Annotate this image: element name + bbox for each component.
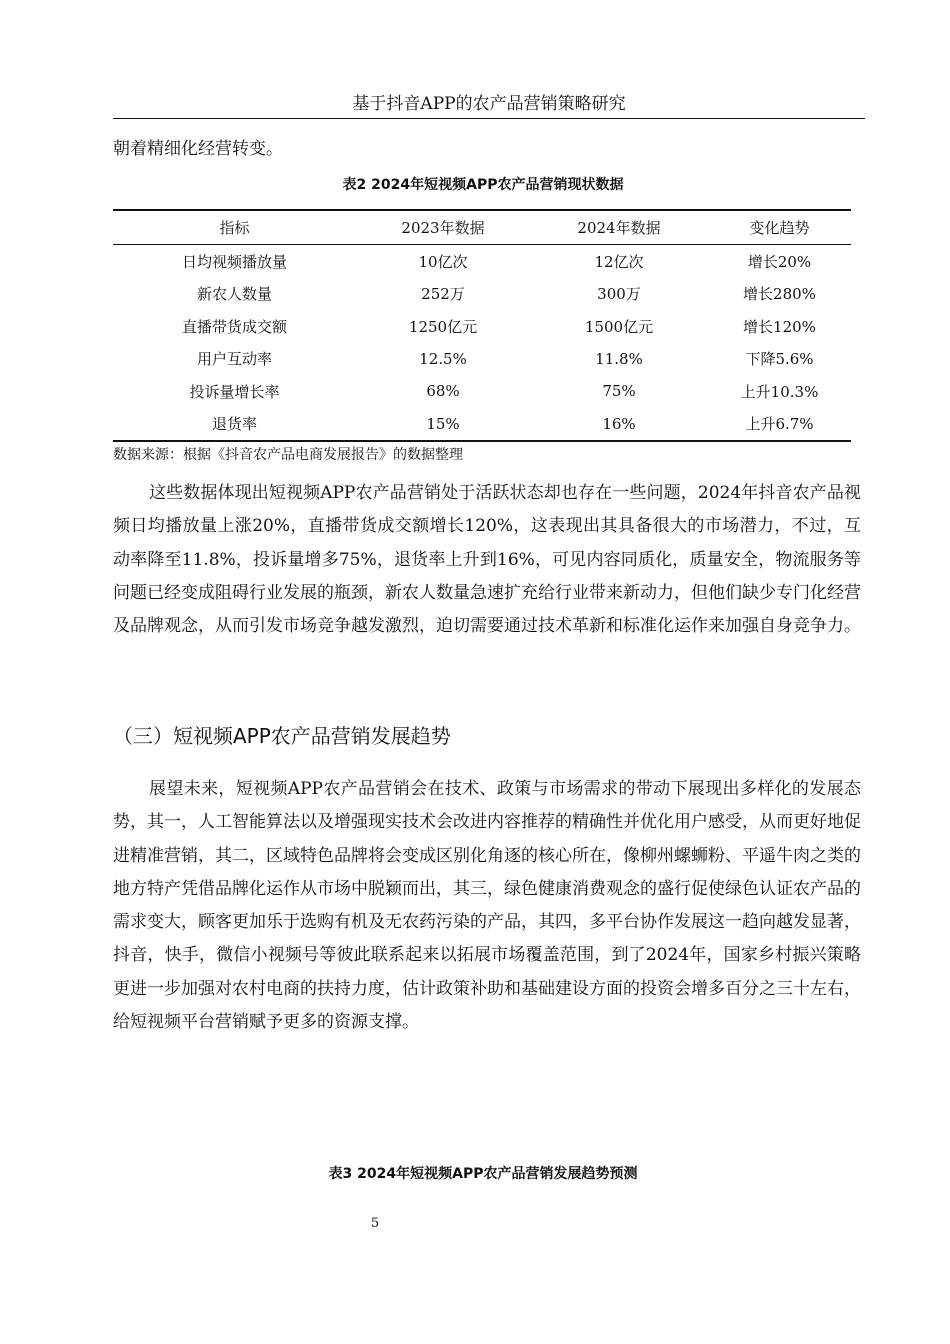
table-cell: 直播带货成交额 <box>181 317 287 336</box>
table-row <box>113 343 851 376</box>
table-cell: 300万 <box>597 285 641 304</box>
table-cell: 11.8% <box>595 349 643 368</box>
table-cell: 75% <box>602 382 636 401</box>
table-cell: 新农人数量 <box>196 285 272 304</box>
section-heading: （三）短视频APP农产品营销发展趋势 <box>113 724 451 748</box>
table-cell: 上升10.3% <box>740 382 819 401</box>
table-cell: 用户互动率 <box>196 350 272 369</box>
column-header: 2023年数据 <box>356 210 530 245</box>
table2 <box>113 209 851 442</box>
table-row <box>113 245 851 278</box>
table3-caption: 表3 2024年短视频APP农产品营销发展趋势预测 <box>328 1166 638 1182</box>
table2-source-note: 数据来源：根据《抖音农产品电商发展报告》的数据整理 <box>113 447 463 463</box>
column-header: 变化趋势 <box>708 210 851 245</box>
table2-caption: 表2 2024年短视频APP农产品营销现状数据 <box>342 177 624 193</box>
table-cell: 增长280% <box>743 285 816 304</box>
table-cell: 12亿次 <box>594 252 644 271</box>
table-row <box>113 310 851 343</box>
table-cell: 增长20% <box>747 252 812 271</box>
table-row <box>113 375 851 408</box>
table-cell: 下降5.6% <box>745 350 814 369</box>
table-cell: 增长120% <box>743 317 816 336</box>
body-paragraph: 这些数据体现出短视频APP农产品营销处于活跃状态却也存在一些问题，2024年抖音农产品视频日均播放量上涨20%，直播带货成交额增长120%，这表现出其具备很大的市场潜力，不过，互动率降至11.8%，投诉量增多75%，退货率上升到16%，可见内容同质化，质量安全，物流服务等问题已经变成阻碍行业发展的瓶颈，新农人数量急速扩充给行业带来新动力，但他们缺少专门化经营及品牌观念，从而引发市场竞争越发激烈，迫切需要通过技术革新和标准化运作来加强自身竞争力。 <box>113 483 861 637</box>
table-cell: 16% <box>530 408 708 442</box>
column-header: 2024年数据 <box>530 210 708 245</box>
table-cell: 日均视频播放量 <box>181 252 287 271</box>
table-cell: 12.5% <box>419 349 467 368</box>
table-cell: 投诉量增长率 <box>189 382 280 401</box>
page-number: 5 <box>370 1216 380 1231</box>
table-cell: 68% <box>426 382 460 401</box>
table-cell: 1250亿元 <box>408 317 478 336</box>
body-paragraph: 展望未来，短视频APP农产品营销会在技术、政策与市场需求的带动下展现出多样化的发展态势，其一，人工智能算法以及增强现实技术会改进内容推荐的精确性并优化用户感受，从而更好地促进精准营销，其二，区域特色品牌将会变成区别化角逐的核心所在，像柳州螺蛳粉、平遥牛肉之类的地方特产凭借品牌化运作从市场中脱颖而出，其三，绿色健康消费观念的盛行促使绿色认证农产品的需求变大，顾客更加乐于选购有机及无农药污染的产品，其四，多平台协作发展这一趋向越发显著，抖音，快手，微信小视频号等彼此联系起来以拓展市场覆盖范围，到了2024年，国家乡村振兴策略更进一步加强对农村电商的扶持力度，估计政策补助和基础建设方面的投资会增多百分之三十左右，给短视频平台营销赋予更多的资源支撑。 <box>113 779 861 1033</box>
running-header: 基于抖音APP的农产品营销策略研究 <box>113 92 865 119</box>
table-cell: 10亿次 <box>418 252 468 271</box>
table-cell: 1500亿元 <box>584 317 654 336</box>
table-cell: 252万 <box>421 285 465 304</box>
continuation-text: 朝着精细化经营转变。 <box>113 139 283 159</box>
column-header: 指标 <box>113 210 356 245</box>
table-cell: 上升6.7% <box>708 408 851 442</box>
table-header-row <box>113 210 851 245</box>
table-cell: 退货率 <box>113 408 356 442</box>
table-cell: 15% <box>356 408 530 442</box>
table-row <box>113 408 851 442</box>
table-row <box>113 278 851 311</box>
